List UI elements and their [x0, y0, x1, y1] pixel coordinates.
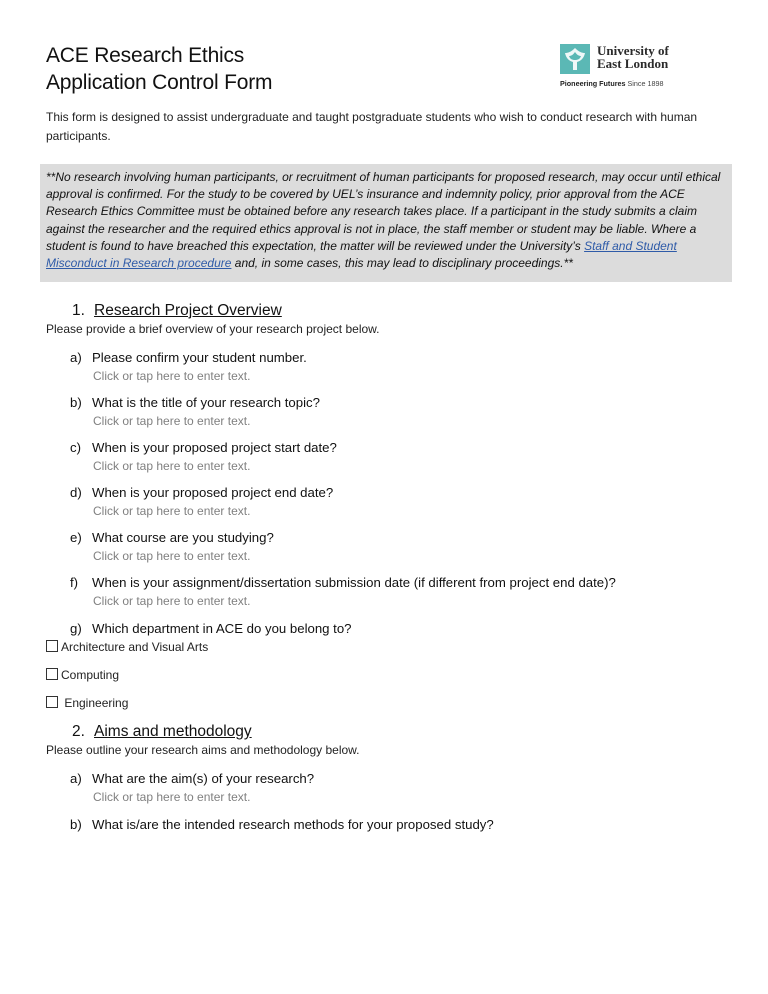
- end-date-field[interactable]: Click or tap here to enter text.: [93, 504, 251, 518]
- question-text: What are the aim(s) of your research?: [92, 771, 315, 786]
- question-letter: b): [70, 395, 82, 410]
- logo-tagline: [560, 79, 663, 88]
- question-text: What is the title of your research topic?: [92, 395, 320, 410]
- logo-tagline-rest: Since 1898: [625, 79, 664, 88]
- student-number-field[interactable]: Click or tap here to enter text.: [93, 369, 251, 383]
- question-department: [70, 621, 352, 636]
- checkbox-label: Architecture and Visual Arts: [61, 640, 209, 654]
- question-letter: e): [70, 530, 82, 545]
- checkbox-label: Engineering: [61, 696, 129, 710]
- section-2-subtitle: Please outline your research aims and methodology below.: [46, 743, 360, 757]
- research-aims-field[interactable]: Click or tap here to enter text.: [93, 790, 251, 804]
- question-research-aims: [70, 771, 314, 786]
- section-title: Research Project Overview: [94, 302, 282, 319]
- form-title: [46, 42, 272, 96]
- submission-date-field[interactable]: Click or tap here to enter text.: [93, 594, 251, 608]
- question-letter: b): [70, 817, 82, 832]
- question-letter: a): [70, 771, 82, 786]
- section-number: 2.: [72, 723, 85, 740]
- section-1-heading: [72, 302, 282, 320]
- logo-tagline-bold: Pioneering Futures: [560, 79, 626, 88]
- intro-text: This form is designed to assist undergraduate and taught postgraduate students who wish to conduct research with human participants.: [46, 110, 698, 143]
- checkbox-label: Computing: [61, 668, 120, 682]
- warning-text: [46, 169, 724, 272]
- question-research-title: [70, 395, 320, 410]
- logo-name: [597, 44, 669, 70]
- uel-crest-icon: [560, 44, 590, 74]
- university-logo: [560, 42, 694, 92]
- question-text: Which department in ACE do you belong to?: [92, 621, 352, 636]
- question-text: Please confirm your student number.: [92, 350, 307, 365]
- section-title: Aims and methodology: [94, 723, 252, 740]
- question-course: [70, 530, 274, 545]
- warning-text-after: and, in some cases, this may lead to disciplinary proceedings.**: [231, 256, 573, 271]
- logo-name-line-2: East London: [597, 56, 669, 71]
- question-text: When is your proposed project start date?: [92, 440, 337, 455]
- question-text: When is your proposed project end date?: [92, 485, 334, 500]
- research-title-field[interactable]: Click or tap here to enter text.: [93, 414, 251, 428]
- checkbox-icon: [46, 696, 58, 708]
- department-checkbox-engineering[interactable]: [46, 696, 128, 710]
- start-date-field[interactable]: Click or tap here to enter text.: [93, 459, 251, 473]
- question-text: What course are you studying?: [92, 530, 274, 545]
- question-letter: c): [70, 440, 81, 455]
- section-1-subtitle: Please provide a brief overview of your research project below.: [46, 322, 380, 336]
- question-text: When is your assignment/dissertation submission date (if different from project end date)?: [92, 575, 616, 590]
- checkbox-icon: [46, 668, 58, 680]
- question-start-date: [70, 440, 337, 455]
- question-student-number: [70, 350, 307, 365]
- warning-text-before: **No research involving human participants, or recruitment of human participants for proposed research, may occur until ethical approval is confirmed. For the study to be covered by UEL’s insurance and indemnity policy, prior approval from the ACE Research Ethics Committee must be obtained before any research takes place. If a participant in the study submits a claim against the researcher and the required ethics approval is not in place, the staff member or student may be liable. Where a student is found to have breached this expectation, the matter will be reviewed under the University’s: [46, 170, 721, 253]
- question-letter: a): [70, 350, 82, 365]
- misconduct-procedure-link[interactable]: Staff and Student Misconduct in Research procedure: [46, 238, 677, 271]
- question-end-date: [70, 485, 333, 500]
- logo-name-line-1: University of: [597, 43, 669, 58]
- question-submission-date: [70, 575, 616, 590]
- checkbox-icon: [46, 640, 58, 652]
- section-2-heading: [72, 723, 252, 741]
- form-title-line-1: ACE Research Ethics: [46, 44, 245, 67]
- section-number: 1.: [72, 302, 85, 319]
- question-letter: d): [70, 485, 82, 500]
- form-title-line-2: Application Control Form: [46, 71, 273, 94]
- question-text: What is/are the intended research methods for your proposed study?: [92, 817, 494, 832]
- question-research-methods: [70, 817, 494, 832]
- question-letter: g): [70, 621, 82, 636]
- warning-notice: [40, 164, 732, 282]
- course-field[interactable]: Click or tap here to enter text.: [93, 549, 251, 563]
- department-checkbox-computing[interactable]: [46, 668, 119, 682]
- question-letter: f): [70, 575, 79, 590]
- department-checkbox-architecture[interactable]: [46, 640, 208, 654]
